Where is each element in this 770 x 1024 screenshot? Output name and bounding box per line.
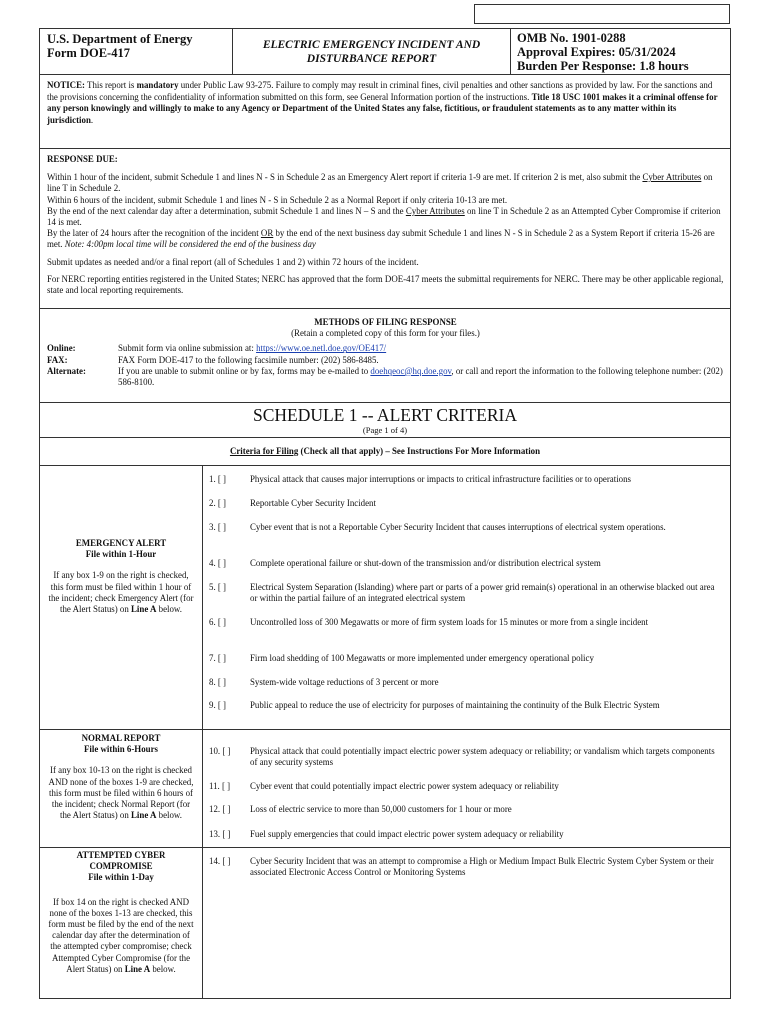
agency-name: U.S. Department of Energy	[47, 32, 193, 46]
criterion-text: Physical attack that could potentially impact electric power system adequacy or reliability; or vandalism which targets components of any security systems	[250, 746, 715, 767]
normal-report-deadline: File within 6-Hours	[84, 744, 158, 755]
response-line-3	[47, 206, 724, 228]
normal-report-title: NORMAL REPORT	[81, 733, 161, 743]
criterion-text: Loss of electric service to more than 50,000 customers for 1 hour or more	[250, 804, 512, 814]
criteria-for-filing: Criteria for Filing	[229, 446, 299, 456]
criterion-checkbox[interactable]: 13. [ ]	[209, 829, 231, 839]
emergency-alert-instructions	[46, 570, 196, 615]
response-line-1-end: on line T in Schedule 2.	[47, 172, 713, 194]
criterion-checkbox[interactable]: 1. [ ]	[209, 474, 227, 484]
response-line-4-text: By the later of 24 hours after the recognition of the incident	[47, 228, 261, 239]
normal-line-a: Line A	[131, 810, 157, 821]
method-alternate	[47, 366, 724, 388]
approval-expires: Approval Expires: 05/31/2024	[517, 45, 676, 59]
criterion-text: Cyber event that could potentially impact electric power system adequacy or reliability	[250, 781, 559, 791]
criterion-text: Complete operational failure or shut-down of the transmission and/or distribution electrical system	[250, 558, 601, 568]
methods-title: METHODS OF FILING RESPONSE	[314, 317, 457, 327]
criterion-3[interactable]	[209, 522, 722, 533]
normal-report-instructions	[46, 765, 196, 821]
methods-subtitle: (Retain a completed copy of this form for your files.)	[291, 328, 480, 339]
email-link[interactable]: doehqeoc@hq.doe.gov	[370, 365, 452, 376]
schedule-heading	[40, 403, 730, 438]
notice-end: .	[90, 115, 94, 126]
criterion-8[interactable]	[209, 677, 722, 688]
emergency-alert-description	[40, 466, 203, 729]
criterion-checkbox[interactable]: 5. [ ]	[209, 582, 227, 592]
response-line-3-text: By the end of the next calendar day after a determination, submit Schedule 1 and lines N – S and the	[47, 205, 406, 216]
notice-text-1: This report is	[84, 80, 137, 90]
criterion-checkbox[interactable]: 10. [ ]	[209, 746, 231, 756]
emergency-desc-end: below.	[156, 604, 182, 615]
method-online	[47, 343, 724, 354]
attempted-cyber-title: ATTEMPTED CYBER COMPROMISE	[76, 850, 166, 872]
response-line-3-end: on line T in Schedule 2 as an Attempted Cyber Compromise if criterion 14 is met.	[47, 205, 721, 228]
criterion-12[interactable]	[209, 804, 722, 815]
alternate-label: Alternate:	[47, 365, 86, 376]
alternate-text-2: , or call and report the information to the following telephone number: (202) 586-8100.	[118, 365, 723, 388]
normal-desc-end: below.	[156, 810, 182, 821]
schedule-page: (Page 1 of 4)	[362, 425, 408, 435]
criterion-text: Cyber event that is not a Reportable Cyber Security Incident that causes interruptions of electrical system operations.	[250, 522, 666, 532]
attempted-desc-end: below.	[150, 963, 176, 974]
criterion-checkbox[interactable]: 2. [ ]	[209, 498, 227, 508]
criterion-13[interactable]	[209, 829, 722, 840]
criterion-7[interactable]	[209, 653, 722, 664]
criterion-checkbox[interactable]: 4. [ ]	[209, 558, 227, 568]
response-line-2: Within 6 hours of the incident, submit Schedule 1 and lines N - S in Schedule 2 as a Normal Report if only criteria 10-13 are met.	[47, 194, 508, 205]
criterion-10[interactable]	[209, 746, 722, 768]
criterion-checkbox[interactable]: 14. [ ]	[209, 856, 231, 866]
method-fax	[47, 355, 724, 366]
response-note: Note: 4:00pm local time will be considered the end of the business day	[64, 239, 316, 250]
online-value	[118, 343, 724, 354]
criterion-checkbox[interactable]: 7. [ ]	[209, 653, 227, 663]
normal-report-section	[40, 730, 730, 848]
criterion-14[interactable]	[209, 856, 722, 878]
criterion-5[interactable]	[209, 582, 722, 604]
criterion-text: Cyber Security Incident that was an attempt to compromise a High or Medium Impact Bulk Electric System Cyber System or their associated Electronic Access Control or Monitoring Systems	[250, 856, 714, 877]
online-label: Online:	[47, 343, 76, 354]
attempted-cyber-description	[40, 848, 203, 998]
criterion-4[interactable]	[209, 558, 722, 569]
criterion-6[interactable]	[209, 617, 722, 628]
criterion-checkbox[interactable]: 12. [ ]	[209, 804, 231, 814]
criterion-1[interactable]	[209, 474, 722, 485]
response-nerc: For NERC reporting entities registered in the United States; NERC has approved that the form DOE-417 meets the submittal requirements for NERC. There may be other applicable regional, state and local reporting requirements.	[47, 273, 724, 296]
attempted-line-a: Line A	[124, 963, 151, 974]
online-text: Submit form via online submission at:	[118, 343, 257, 354]
response-updates: Submit updates as needed and/or a final report (all of Schedules 1 and 2) within 72 hours of the incident.	[47, 256, 419, 267]
emergency-alert-deadline: File within 1-Hour	[85, 549, 157, 560]
attempted-cyber-section	[40, 848, 730, 998]
form-header	[40, 29, 730, 75]
criterion-text: Physical attack that causes major interruptions or impacts to critical infrastructure facilities or to operations	[250, 474, 632, 484]
notice-mandatory: mandatory	[136, 80, 179, 90]
criterion-text: Fuel supply emergencies that could impact electric power system adequacy or reliability	[250, 829, 564, 839]
response-line-1	[47, 172, 724, 194]
attempted-cyber-deadline: File within 1-Day	[88, 872, 154, 883]
online-submission-link[interactable]: https://www.oe.netl.doe.gov/OE417/	[256, 343, 387, 354]
criterion-checkbox[interactable]: 8. [ ]	[209, 677, 227, 687]
attempted-desc-text: If box 14 on the right is checked AND none of the boxes 1-13 are checked, this form must be filed by the end of the next calendar day after the determination of the attempted cyber compromise; check Attempted Cyber Compromise (for the Alert Status) on	[48, 896, 194, 974]
schedule-title: SCHEDULE 1 -- ALERT CRITERIA	[252, 405, 518, 425]
attempted-cyber-instructions	[46, 897, 196, 975]
criterion-11[interactable]	[209, 781, 722, 792]
criterion-text: System-wide voltage reductions of 3 percent or more	[250, 677, 439, 687]
normal-report-description	[40, 730, 203, 847]
criterion-checkbox[interactable]: 9. [ ]	[209, 700, 227, 710]
notice-section	[40, 75, 730, 149]
criterion-text: Electrical System Separation (Islanding) where part or parts of a power grid remain(s) operational in an otherwise blacked out area or within the partial failure of an integrated electrical system	[250, 582, 715, 603]
criterion-2[interactable]	[209, 498, 722, 509]
normal-desc-text: If any box 10-13 on the right is checked AND none of the boxes 1-9 are checked, this form must be filed within 6 hours of the incident; check Normal Report (for the Alert Status) on	[48, 765, 194, 821]
criterion-9[interactable]	[209, 700, 722, 711]
criteria-instructions: (Check all that apply) – See Instructions For More Information	[298, 446, 541, 456]
response-or: OR	[260, 228, 274, 239]
fax-text: FAX Form DOE-417 to the following facsimile number: (202) 586-8485.	[118, 354, 379, 365]
emergency-alert-title: EMERGENCY ALERT	[75, 538, 167, 548]
emergency-desc-text: If any box 1-9 on the right is checked, this form must be filed within 1 hour of the incident; check Emergency Alert (for the Alert Status) on	[48, 570, 194, 615]
cyber-attributes-link-1[interactable]: Cyber Attributes	[642, 172, 702, 183]
notice-legal-warning: Title 18 USC 1001 makes it a criminal offense for any person knowingly and willingly to make to any Agency or Department of the United States any false, fictitious, or fraudulent statements as to any matter within its jurisdiction	[47, 91, 718, 126]
normal-criteria-list	[203, 730, 730, 847]
alternate-text-1: If you are unable to submit online or by fax, forms may be e-mailed to	[118, 365, 371, 376]
criterion-checkbox[interactable]: 3. [ ]	[209, 522, 227, 532]
form-id-box[interactable]	[474, 4, 730, 24]
cyber-attributes-link-2[interactable]: Cyber Attributes	[405, 205, 465, 216]
agency-cell	[40, 29, 233, 74]
form-frame	[39, 28, 731, 999]
alternate-value	[118, 366, 724, 388]
emergency-line-a: Line A	[131, 604, 157, 615]
response-due-section	[40, 149, 730, 309]
criterion-text: Public appeal to reduce the use of electricity for purposes of maintaining the continuity of the Bulk Electric System	[250, 700, 660, 710]
criterion-text: Firm load shedding of 100 Megawatts or more implemented under emergency operational policy	[250, 653, 594, 663]
fax-label: FAX:	[47, 354, 68, 365]
notice-label: NOTICE:	[47, 80, 85, 90]
emergency-alert-section	[40, 466, 730, 730]
response-line-1-text: Within 1 hour of the incident, submit Schedule 1 and lines N - S in Schedule 2 as an Emergency Alert report if criteria 1-9 are met. If criterion 2 is met, also submit the	[47, 172, 643, 183]
burden-per-response: Burden Per Response: 1.8 hours	[517, 59, 689, 73]
methods-section	[40, 309, 730, 403]
criterion-checkbox[interactable]: 11. [ ]	[209, 781, 231, 791]
response-line-4	[47, 228, 724, 250]
omb-number: OMB No. 1901-0288	[517, 31, 626, 45]
criterion-checkbox[interactable]: 6. [ ]	[209, 617, 227, 627]
emergency-criteria-list	[203, 466, 730, 729]
omb-cell	[511, 29, 730, 74]
response-line-4-mid: by the end of the next business day submit Schedule 1 and lines N - S in Schedule 2 as a System Report if criteria 15-26 are met.	[47, 228, 715, 250]
attempted-criteria-list	[203, 848, 730, 998]
notice-text-2: under Public Law 93-275. Failure to comply may result in criminal fines, civil penalties and other sanctions as provided by law. For the sanctions and the provisions concerning the confidentiality of information submitted on this form, see General Information portion of the instructions.	[47, 80, 713, 102]
form-title: ELECTRIC EMERGENCY INCIDENT AND DISTURBANCE REPORT	[233, 29, 511, 74]
response-due-heading: RESPONSE DUE:	[47, 154, 118, 164]
criteria-heading	[40, 438, 730, 466]
criterion-text: Uncontrolled loss of 300 Megawatts or more of firm system loads for 15 minutes or more from a single incident	[250, 617, 649, 627]
criterion-text: Reportable Cyber Security Incident	[250, 498, 376, 508]
form-number: Form DOE-417	[47, 46, 130, 60]
